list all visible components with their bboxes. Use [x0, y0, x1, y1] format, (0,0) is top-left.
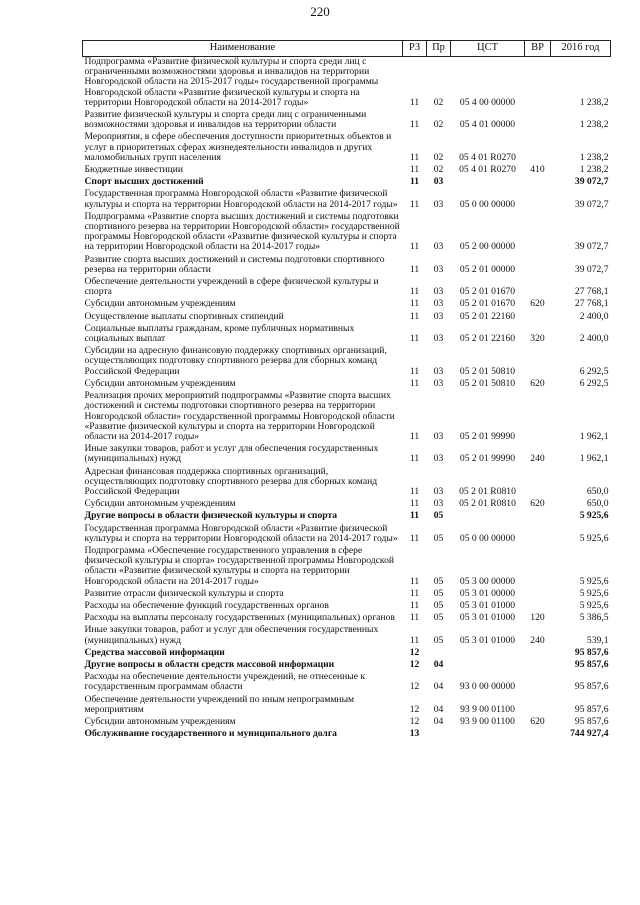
row-pr: 03 [433, 498, 444, 510]
row-rz: 11 [409, 498, 420, 510]
row-name: Осуществление выплаты спортивных стипендий [84, 310, 284, 322]
row-pr: 03 [433, 365, 444, 377]
row-rz: 13 [409, 728, 420, 740]
row-name: Иные закупки товаров, работ и услуг для обеспечения государственных (муниципальных) нужд [84, 443, 379, 465]
row-cst: 05 4 01 R0270 [459, 164, 516, 176]
row-name: Бюджетные инвестиции [84, 164, 183, 176]
table-row [83, 511, 611, 523]
row-pr: 04 [433, 681, 444, 693]
row-name: Обеспечение деятельности учреждений в сфере физической культуры и спорта [84, 276, 379, 298]
row-amount: 539,1 [586, 634, 609, 646]
table-row [83, 212, 611, 255]
row-vr [525, 132, 551, 165]
row-cst [451, 511, 525, 523]
row-rz: 11 [409, 310, 420, 322]
table-row [83, 57, 611, 111]
row-vr: 410 [530, 164, 545, 176]
row-cst: 93 9 00 01100 [460, 715, 515, 727]
row-rz: 11 [409, 532, 420, 544]
row-cst: 05 4 00 00000 [459, 96, 516, 108]
header-cst: ЦСТ [451, 41, 525, 57]
table-row [83, 524, 611, 546]
row-pr: 03 [433, 241, 444, 253]
row-amount: 95 857,6 [574, 646, 609, 658]
row-vr [525, 524, 551, 546]
row-cst: 05 3 01 01000 [459, 634, 516, 646]
table-row [83, 346, 611, 379]
row-vr [525, 660, 551, 672]
row-vr [525, 57, 551, 111]
row-cst [451, 729, 525, 741]
row-name: Субсидии автономным учреждениям [84, 498, 236, 510]
row-vr: 620 [530, 498, 545, 510]
row-amount: 1 962,1 [579, 453, 609, 465]
table-row [83, 729, 611, 741]
budget-table [82, 40, 611, 741]
row-pr: 03 [433, 430, 444, 442]
row-pr: 05 [433, 612, 444, 624]
row-amount: 39 072,7 [574, 241, 609, 253]
row-rz: 12 [409, 715, 420, 727]
row-name: Обеспечение деятельности учреждений по иным непрограммным мероприятиям [84, 693, 355, 715]
row-cst: 05 2 00 00000 [459, 241, 516, 253]
table-header-row [83, 41, 611, 57]
row-pr: 03 [433, 485, 444, 497]
row-name: Расходы на выплаты персоналу государственных (муниципальных) органов [84, 612, 395, 624]
table-row [83, 672, 611, 694]
row-cst: 05 3 01 01000 [459, 612, 516, 624]
row-pr: 02 [433, 151, 444, 163]
row-rz: 11 [409, 485, 420, 497]
row-rz: 11 [409, 612, 420, 624]
table-row [83, 110, 611, 132]
row-pr: 02 [433, 164, 444, 176]
row-amount: 39 072,7 [574, 198, 609, 210]
row-pr: 02 [433, 96, 444, 108]
row-name: Субсидии автономным учреждениям [84, 377, 236, 389]
row-vr: 240 [530, 453, 545, 465]
row-amount: 6 292,5 [579, 377, 609, 389]
row-rz: 11 [409, 575, 420, 587]
row-amount: 95 857,6 [574, 681, 609, 693]
row-cst: 05 4 01 00000 [459, 119, 516, 131]
row-name: Адресная финансовая поддержка спортивных организаций, осуществляющих подготовку спортивного резерва для сборных команд Российской Федерации [84, 465, 378, 497]
row-vr: 620 [530, 715, 545, 727]
row-cst: 05 2 01 R0810 [459, 485, 516, 497]
row-vr [525, 546, 551, 589]
row-pr: 03 [433, 286, 444, 298]
row-pr: 02 [433, 119, 444, 131]
row-amount: 5 925,6 [579, 599, 609, 611]
row-rz: 12 [409, 681, 420, 693]
row-name: Государственная программа Новгородской области «Развитие физической культуры и спорта на территории Новгородской области на 2014-2017 годы» [84, 188, 398, 210]
row-amount: 1 238,2 [579, 96, 609, 108]
row-rz: 11 [409, 151, 420, 163]
row-amount: 1 238,2 [579, 119, 609, 131]
row-rz: 11 [409, 96, 420, 108]
row-cst: 05 2 01 22160 [459, 333, 516, 345]
row-name: Мероприятия, в сфере обеспечения доступности приоритетных объектов и услуг в приоритетных сферах жизнедеятельности инвалидов и других маломобильных групп населения [84, 131, 392, 163]
row-name: Субсидии автономным учреждениям [84, 298, 236, 310]
row-amount: 6 292,5 [579, 365, 609, 377]
row-rz: 11 [409, 430, 420, 442]
row-name: Социальные выплаты гражданам, кроме публичных нормативных социальных выплат [84, 322, 355, 345]
table-row [83, 255, 611, 277]
row-cst: 05 3 01 01000 [459, 599, 516, 611]
header-pr: Пр [427, 41, 451, 57]
row-amount: 1 238,2 [579, 164, 609, 176]
row-rz: 12 [409, 646, 420, 658]
row-vr [525, 511, 551, 523]
row-amount: 39 072,7 [574, 263, 609, 275]
row-cst: 05 0 00 00000 [459, 532, 516, 544]
row-amount: 2 400,0 [579, 310, 609, 322]
row-rz: 11 [409, 263, 420, 275]
row-vr [525, 110, 551, 132]
row-vr [525, 467, 551, 500]
row-rz: 11 [409, 453, 420, 465]
row-cst: 05 2 01 22160 [459, 310, 516, 322]
row-vr: 620 [530, 298, 545, 310]
row-rz: 11 [409, 587, 420, 599]
row-name: Расходы на обеспечение функций государственных органов [84, 599, 329, 611]
row-amount: 744 927,4 [570, 728, 609, 740]
table-row [83, 132, 611, 165]
row-cst: 05 3 01 00000 [459, 587, 516, 599]
row-amount: 650,0 [586, 485, 609, 497]
row-name: Развитие спорта высших достижений и системы подготовки спортивного резерва на территории области [84, 253, 385, 275]
row-vr [525, 391, 551, 444]
row-amount: 650,0 [586, 498, 609, 510]
row-cst: 05 2 01 50810 [459, 377, 516, 389]
row-name: Другие вопросы в области физической культуры и спорта [84, 510, 338, 522]
row-pr: 03 [433, 298, 444, 310]
row-name: Другие вопросы в области средств массовой информации [84, 658, 335, 670]
row-amount: 27 768,1 [574, 298, 609, 310]
table-row [83, 324, 611, 346]
row-pr: 04 [433, 658, 444, 670]
row-name: Реализация прочих мероприятий подпрограммы «Развитие спорта высших достижений и системы подготовки спортивного резерва на территории Новгородской области» государственной программы Новгородской области «Развитие физической культуры и спорта на территории Новгородской области на 2014-2017 годы» [84, 390, 395, 442]
table-row [83, 546, 611, 589]
row-amount: 27 768,1 [574, 286, 609, 298]
row-rz: 11 [409, 365, 420, 377]
row-cst [451, 648, 525, 660]
row-vr [525, 346, 551, 379]
row-rz: 11 [409, 333, 420, 345]
row-pr: 05 [433, 532, 444, 544]
header-name: Наименование [83, 41, 403, 57]
row-rz: 12 [409, 703, 420, 715]
page-number: 220 [310, 4, 330, 19]
row-vr: 240 [530, 634, 545, 646]
row-pr: 03 [433, 176, 444, 188]
row-cst: 05 3 00 00000 [459, 575, 516, 587]
header-rz: РЗ [403, 41, 427, 57]
row-name: Расходы на обеспечение деятельности учреждений, не отнесенные к государственным программам области [84, 671, 366, 693]
row-amount: 95 857,6 [574, 703, 609, 715]
row-pr: 05 [433, 587, 444, 599]
row-rz: 11 [409, 377, 420, 389]
row-vr [525, 695, 551, 717]
row-rz: 11 [409, 241, 420, 253]
row-pr: 05 [433, 510, 444, 522]
row-vr [525, 177, 551, 189]
row-name: Обслуживание государственного и муниципального долга [84, 728, 337, 740]
row-amount: 2 400,0 [579, 333, 609, 345]
row-vr [525, 189, 551, 211]
row-vr: 320 [530, 333, 545, 345]
row-pr: 03 [433, 263, 444, 275]
row-cst [451, 177, 525, 189]
row-amount: 95 857,6 [574, 715, 609, 727]
row-name: Развитие отрасли физической культуры и спорта [84, 587, 284, 599]
row-amount: 39 072,7 [574, 176, 609, 188]
row-cst: 05 2 01 00000 [459, 263, 516, 275]
row-rz: 12 [409, 658, 420, 670]
row-vr: 120 [530, 612, 545, 624]
row-amount: 5 925,6 [579, 587, 609, 599]
row-pr: 05 [433, 575, 444, 587]
row-pr: 03 [433, 453, 444, 465]
row-cst: 93 9 00 01100 [460, 703, 515, 715]
row-name: Субсидии автономным учреждениям [84, 715, 236, 727]
table-row [83, 391, 611, 444]
row-name: Средства массовой информации [84, 646, 225, 658]
header-year: 2016 год [551, 41, 611, 57]
row-cst: 93 0 00 00000 [459, 681, 516, 693]
row-vr [525, 312, 551, 324]
row-vr [525, 648, 551, 660]
row-rz: 11 [409, 198, 420, 210]
row-cst: 05 2 01 01670 [459, 298, 516, 310]
row-vr [525, 589, 551, 601]
table-row [83, 444, 611, 466]
row-amount: 5 386,5 [579, 612, 609, 624]
table-row [83, 299, 611, 311]
row-rz: 11 [409, 119, 420, 131]
table-row [83, 189, 611, 211]
row-cst: 05 2 01 01670 [459, 286, 516, 298]
row-pr: 04 [433, 703, 444, 715]
row-cst: 05 2 01 50810 [459, 365, 516, 377]
row-name: Спорт высших достижений [84, 176, 204, 188]
header-vr: ВР [525, 41, 551, 57]
row-pr: 05 [433, 599, 444, 611]
row-amount: 1 962,1 [579, 430, 609, 442]
row-vr: 620 [530, 377, 545, 389]
row-vr [525, 729, 551, 741]
table-row [83, 467, 611, 500]
row-vr [525, 255, 551, 277]
table-body [83, 57, 611, 742]
row-name: Государственная программа Новгородской области «Развитие физической культуры и спорта на территории Новгородской области на 2014-2017 годы» [84, 522, 398, 544]
row-amount: 95 857,6 [574, 658, 609, 670]
row-rz: 11 [409, 298, 420, 310]
row-name: Подпрограмма «Развитие спорта высших достижений и системы подготовки спортивного резерва на территории Новгородской области» государственной программы Новгородской области «Развитие физической культуры и спорта на территории Новгородской области на 2014-2017 годы» [84, 210, 400, 253]
row-pr: 05 [433, 634, 444, 646]
row-pr [427, 729, 451, 741]
table-row [83, 277, 611, 299]
row-pr: 03 [433, 333, 444, 345]
table-row [83, 695, 611, 717]
row-name: Подпрограмма «Обеспечение государственного управления в сфере физической культуры и спорта» государственной программы Новгородской области «Развитие физической культуры и спорта на территории Новгородской области на 2014-2017 годы» [84, 544, 394, 587]
row-rz: 11 [409, 510, 420, 522]
row-name: Субсидии на адресную финансовую поддержку спортивных организаций, осуществляющих подготовку спортивного резерва для сборных команд Российской Федерации [84, 345, 387, 377]
row-name: Подпрограмма «Развитие физической культуры и спорта среди лиц с ограниченными возможностями здоровья и инвалидов на территории Новгородской области на 2015-2017 годы» государственной программы Новгородской области «Развитие физической культуры и спорта на территории Новгородской области на 2014-2017 годы» [84, 56, 379, 108]
row-rz: 11 [409, 176, 420, 188]
row-rz: 11 [409, 286, 420, 298]
row-cst: 05 2 01 R0810 [459, 498, 516, 510]
row-amount: 1 238,2 [579, 151, 609, 163]
row-name: Иные закупки товаров, работ и услуг для обеспечения государственных (муниципальных) нужд [84, 624, 379, 646]
row-amount: 5 925,6 [579, 510, 609, 522]
row-cst: 05 0 00 00000 [459, 198, 516, 210]
row-rz: 11 [409, 599, 420, 611]
row-pr: 04 [433, 715, 444, 727]
row-amount: 5 925,6 [579, 575, 609, 587]
row-cst: 05 4 01 R0270 [459, 151, 516, 163]
row-name: Развитие физической культуры и спорта среди лиц с ограниченными возможностями здоровья и инвалидов на территории области [84, 109, 367, 131]
row-pr: 03 [433, 310, 444, 322]
row-amount: 5 925,6 [579, 532, 609, 544]
row-pr: 03 [433, 198, 444, 210]
row-vr [525, 212, 551, 255]
row-cst: 05 2 01 99990 [459, 430, 516, 442]
row-pr: 03 [433, 377, 444, 389]
row-rz: 11 [409, 164, 420, 176]
table-row [83, 625, 611, 647]
row-cst: 05 2 01 99990 [459, 453, 516, 465]
row-vr [525, 672, 551, 694]
row-rz: 11 [409, 634, 420, 646]
row-cst [451, 660, 525, 672]
row-vr [525, 277, 551, 299]
